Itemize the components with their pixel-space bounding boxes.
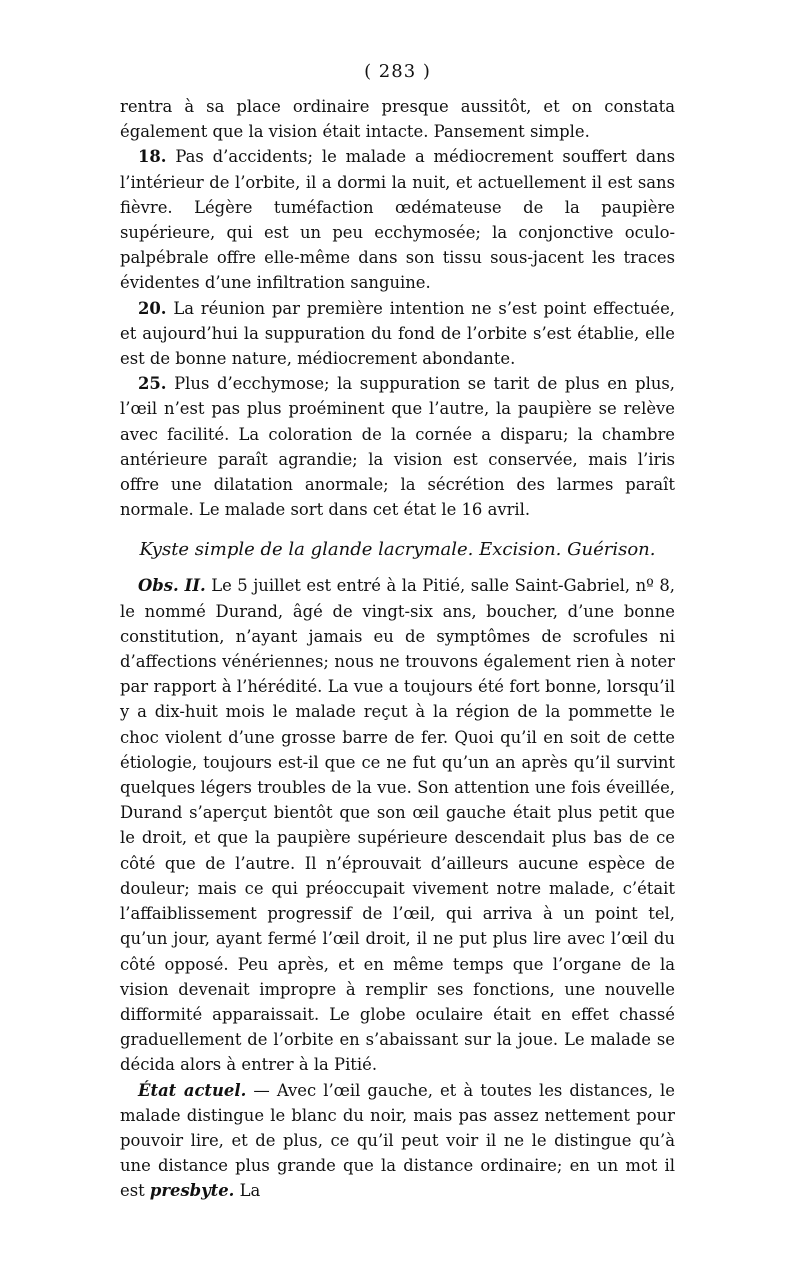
emphasis-word: presbyte. — [149, 1181, 235, 1201]
paragraph-text: — Avec l’œil gauche, et à toutes les distances, le malade distingue le blanc du noir, mais pas assez nettement pour pouvoir lire, et de plus, ce qu’il peut voir il ne le distingue qu’à une distance plus grande que la distance ordinaire; en un mot il est — [120, 1080, 675, 1201]
paragraph-text: Le 5 juillet est entré à la Pitié, salle Saint-Gabriel, nº 8, le nommé Durand, âgé de vingt-six ans, boucher, d’une bonne constitution, n’ayant jamais eu de symptômes de scrofules ni d’affections vénériennes; nous ne trouvons également rien à noter par rapport à l’hérédité. La vue a toujours été fort bonne, lorsqu’il y a dix-huit mois le malade reçut à la région de la pommette le choc violent d’une grosse barre de fer. Quoi qu’il en soit de cette étiologie, toujours est-il que ce ne fut qu’un an après qu’il survint quelques légers troubles de la vue. Son attention une fois éveillée, Durand s’aperçut bientôt que son œil gauche était plus petit que le droit, et que la paupière supérieure descendait plus bas de ce côté que de l’autre. Il n’éprouvait d’ailleurs aucune espèce de douleur; mais ce qui préoccupait vivement notre malade, c’était l’affaiblissement progressif de l’œil, qui arriva à un point tel, qu’un jour, ayant fermé l’œil droit, il ne put plus lire avec l’œil du côté opposé. Peu après, et en même temps que l’organe de la vision devenait impropre à remplir ses fonctions, une nouvelle difformité apparaissait. Le globe oculaire était en effet chassé graduellement de l’orbite en s’abaissant sur la joue. Le malade se décida alors à entrer à la Pitié. — [120, 576, 676, 1075]
section-heading: Kyste simple de la glande lacrymale. Excision. Guérison. — [139, 539, 656, 561]
paragraph-day-25 — [120, 371, 675, 522]
paragraph-day-18 — [120, 144, 675, 295]
day-label: 25. — [138, 374, 167, 394]
document-page — [120, 58, 675, 1204]
paragraph-day-20 — [120, 296, 675, 372]
day-label: 20. — [138, 298, 167, 318]
paragraph-text: rentra à sa place ordinaire presque aussitôt, et on constata également que la vision était intacte. Pansement simple. — [120, 97, 675, 142]
paragraph-observation — [120, 573, 675, 1077]
paragraph-text: Pas d’accidents; le malade a médiocrement souffert dans l’intérieur de l’orbite, il a dormi la nuit, et actuellement il est sans fièvre. Légère tuméfaction œdémateuse de la paupière supérieure, qui est un peu ecchymosée; la conjonctive oculo-palpébrale offre elle-même dans son tissu sous-jacent les traces évidentes d’une infiltration sanguine. — [120, 147, 675, 293]
paragraph-text: La réunion par première intention ne s’est point effectuée, et aujourd’hui la suppuration du fond de l’orbite s’est établie, elle est de bonne nature, médiocrement abondante. — [120, 298, 675, 369]
etat-actuel-label: État actuel. — [138, 1080, 247, 1100]
paragraph-etat-actuel — [120, 1078, 675, 1204]
day-label: 18. — [138, 147, 167, 167]
page-number: ( 283 ) — [364, 61, 431, 82]
paragraph-tail: La — [234, 1181, 261, 1201]
observation-label: Obs. II. — [138, 576, 206, 596]
paragraph-text: Plus d’ecchymose; la suppuration se tarit de plus en plus, l’œil n’est pas plus proéminent que l’autre, la paupière se relève avec facilité. La coloration de la cornée a disparu; la chambre antérieure paraît agrandie; la vision est conservée, mais l’iris offre une dilatation anormale; la sécrétion des larmes paraît normale. Le malade sort dans cet état le 16 avril. — [120, 374, 675, 520]
paragraph-continuation — [120, 94, 675, 144]
